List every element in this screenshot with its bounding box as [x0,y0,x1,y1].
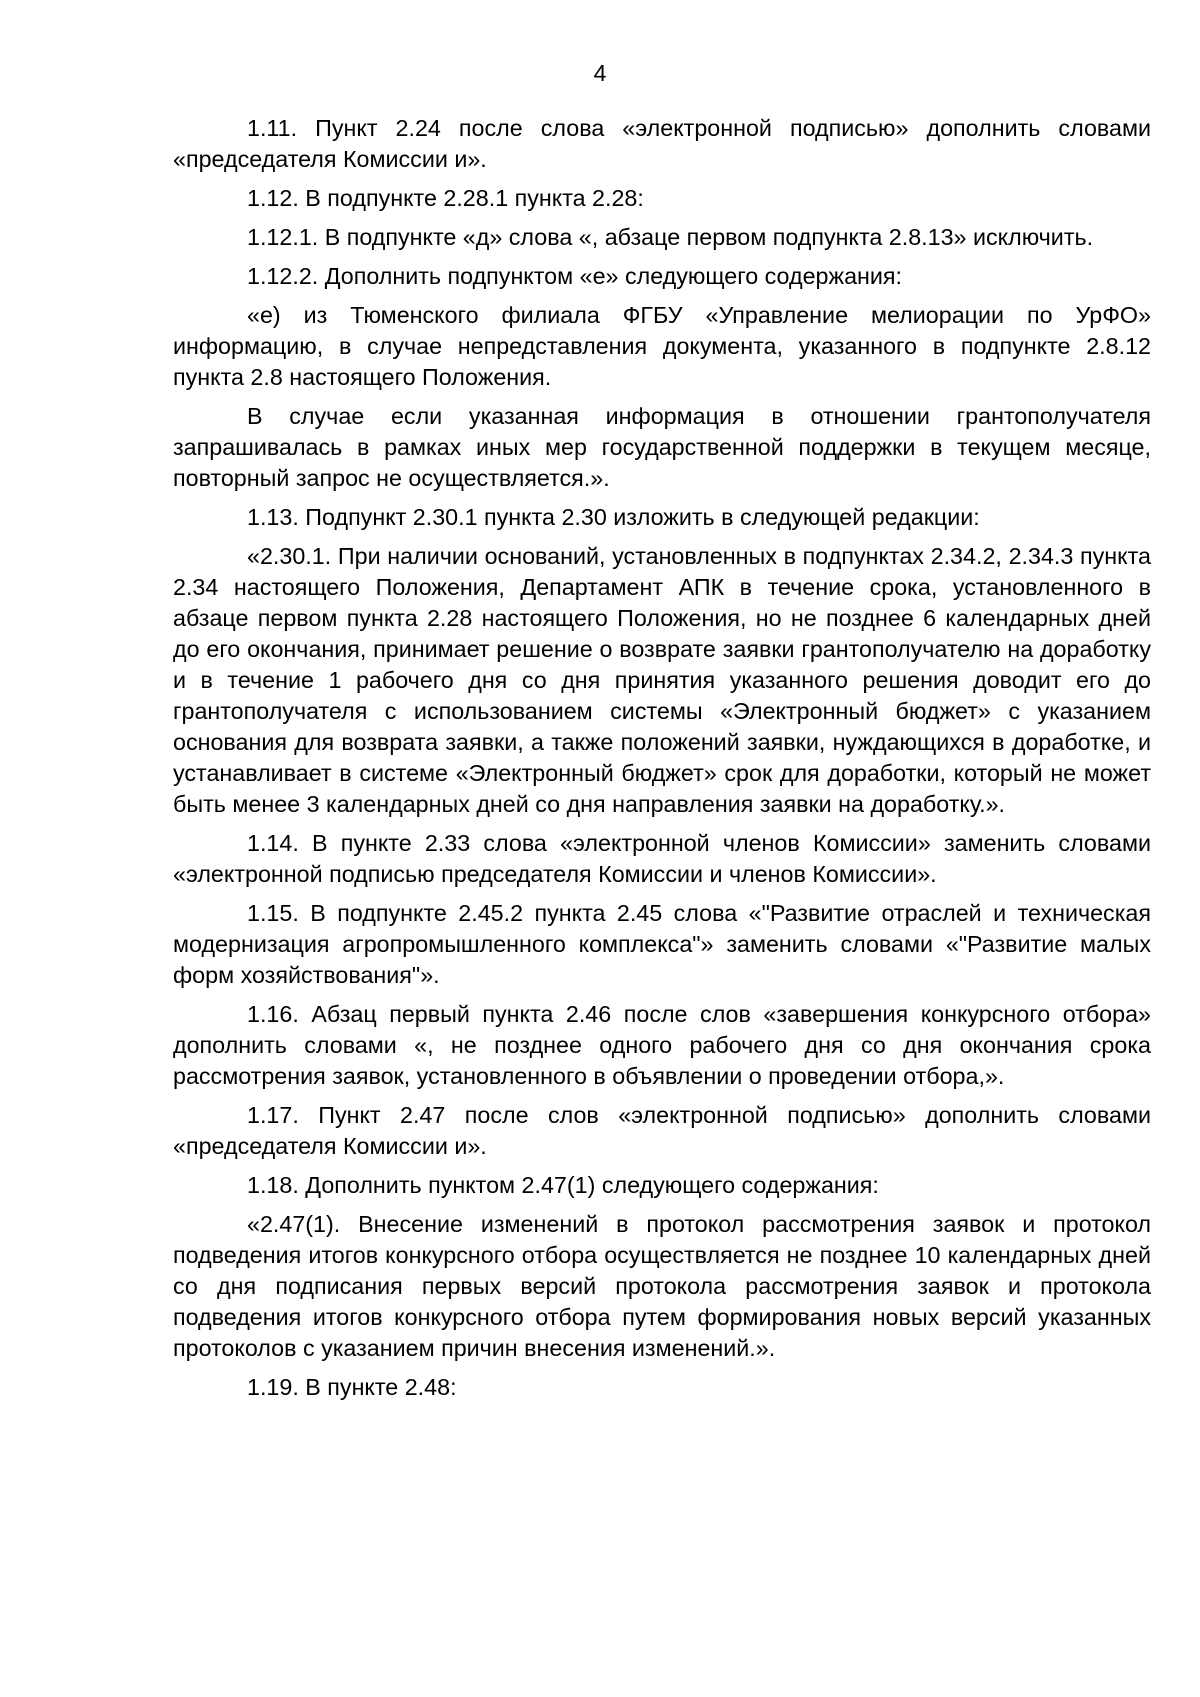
document-body [173,113,1151,1411]
paragraph-1-18: 1.18. Дополнить пунктом 2.47(1) следующего содержания: [247,1172,879,1198]
paragraph-1-16: 1.16. Абзац первый пункта 2.46 после слов «завершения конкурсного отбора» дополнить словами «, не позднее одного рабочего дня со дня окончания срока рассмотрения заявок, установленного в объявлении о проведении отбора,». [173,1001,1151,1089]
paragraph-1-19: 1.19. В пункте 2.48: [247,1374,457,1400]
paragraph-1-12-2: 1.12.2. Дополнить подпунктом «е» следующего содержания: [247,263,903,289]
paragraph-1-11: 1.11. Пункт 2.24 после слова «электронной подписью» дополнить словами «председателя Комиссии и». [173,115,1151,172]
paragraph-1-15: 1.15. В подпункте 2.45.2 пункта 2.45 слова «"Развитие отраслей и техническая модернизация агропромышленного комплекса"» заменить словами «"Развитие малых форм хозяйствования"». [173,900,1151,988]
paragraph-1-17: 1.17. Пункт 2.47 после слов «электронной подписью» дополнить словами «председателя Комиссии и». [173,1102,1151,1159]
paragraph-2-30-1: «2.30.1. При наличии оснований, установленных в подпунктах 2.34.2, 2.34.3 пункта 2.34 настоящего Положения, Департамент АПК в течение срока, установленного в абзаце первом пункта 2.28 настоящего Положения, но не позднее 6 календарных дней до его окончания, принимает решение о возврате заявки грантополучателю на доработку и в течение 1 рабочего дня со дня принятия указанного решения доводит его до грантополучателя с использованием системы «Электронный бюджет» с указанием основания для возврата заявки, а также положений заявки, нуждающихся в доработке, и устанавливает в системе «Электронный бюджет» срок для доработки, который не может быть менее 3 календарных дней со дня направления заявки на доработку.». [173,543,1151,817]
paragraph-1-12-1: 1.12.1. В подпункте «д» слова «, абзаце первом подпункта 2.8.13» исключить. [247,224,1094,250]
paragraph-1-14: 1.14. В пункте 2.33 слова «электронной членов Комиссии» заменить словами «электронной подписью председателя Комиссии и членов Комиссии». [173,830,1151,887]
paragraph-2-47-1: «2.47(1). Внесение изменений в протокол рассмотрения заявок и протокол подведения итогов конкурсного отбора осуществляется не позднее 10 календарных дней со дня подписания первых версий протокола рассмотрения заявок и протокола подведения итогов конкурсного отбора путем формирования новых версий указанных протоколов с указанием причин внесения изменений.». [173,1211,1151,1361]
page-number: 4 [593,60,607,86]
paragraph-1-13: 1.13. Подпункт 2.30.1 пункта 2.30 изложить в следующей редакции: [247,504,980,530]
paragraph-subitem-e: «е) из Тюменского филиала ФГБУ «Управление мелиорации по УрФО» информацию, в случае непредставления документа, указанного в подпункте 2.8.12 пункта 2.8 настоящего Положения. [173,302,1151,390]
paragraph-repeat-request: В случае если указанная информация в отношении грантополучателя запрашивалась в рамках иных мер государственной поддержки в текущем месяце, повторный запрос не осуществляется.». [173,403,1151,491]
paragraph-1-12: 1.12. В подпункте 2.28.1 пункта 2.28: [247,185,644,211]
